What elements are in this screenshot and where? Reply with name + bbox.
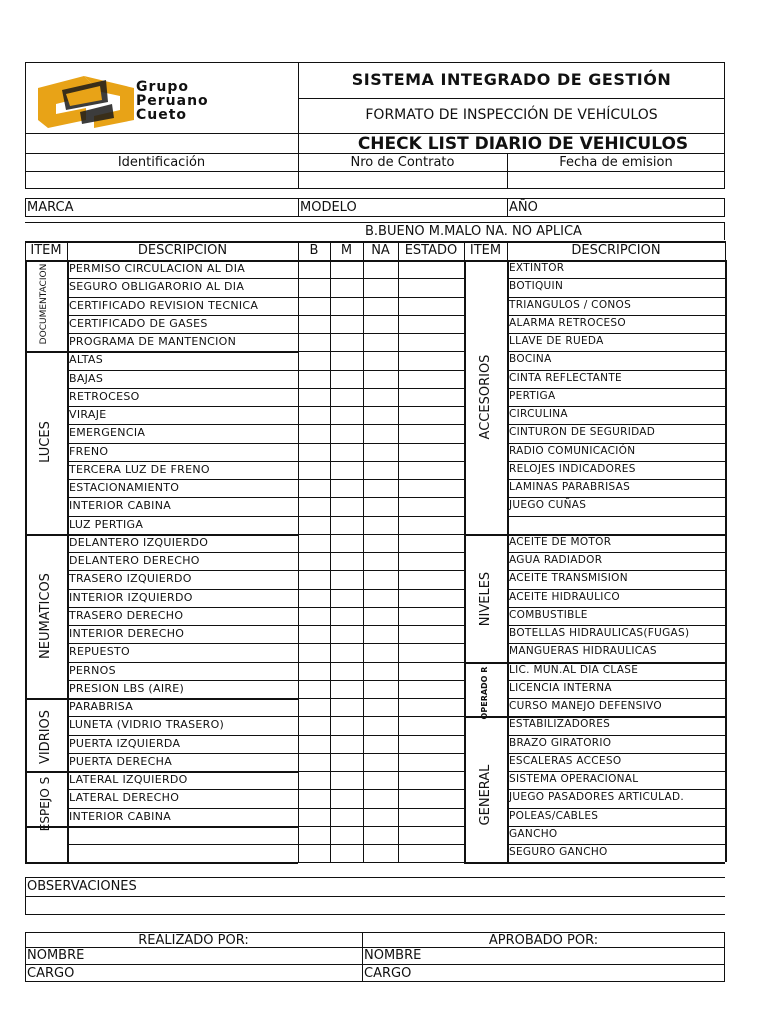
group-vidrios: VIDRIOS [38,709,53,765]
check-cell-m[interactable] [331,717,362,733]
checklist-item-right: JUEGO CUÑAS [509,499,587,512]
group-espejos: ESPEJO S [38,776,52,832]
checklist-item-left: DELANTERO DERECHO [69,554,200,567]
check-cell-m[interactable] [331,809,362,825]
checklist-item-right: LAMINAS PARABRISAS [509,481,631,493]
checklist-item-right: ACEITE TRANSMISION [509,572,628,585]
col-m: M [340,243,353,258]
system-title: SISTEMA INTEGRADO DE GESTIÓN [351,70,672,89]
col-item: ITEM [30,243,62,258]
checklist-item-left: PUERTA IZQUIERDA [69,736,181,750]
checklist-item-right: LICENCIA INTERNA [509,681,612,694]
checklist-item-right: BOCINA [509,353,552,366]
check-cell-b[interactable] [299,790,329,806]
check-cell-b[interactable] [299,480,329,496]
check-cell-b[interactable] [299,772,329,788]
checklist-item-left: ALTAS [69,353,104,367]
col-description: DESCRIPCION [137,243,228,258]
checklist-item-right: BOTELLAS HIDRAULICAS(FUGAS) [509,627,690,639]
check-cell-m[interactable] [331,845,362,861]
check-cell-b[interactable] [299,517,329,533]
check-cell-m[interactable] [331,626,362,642]
check-cell-b[interactable] [299,444,329,460]
check-cell-b[interactable] [299,626,329,642]
check-cell-estado[interactable] [399,444,463,460]
checklist-item-left: LATERAL IZQUIERDO [69,773,188,786]
check-cell-m[interactable] [331,663,362,679]
checklist-item-right: EXTINTOR [509,262,565,274]
check-cell-na[interactable] [364,444,397,460]
check-cell-b[interactable] [299,407,329,423]
checklist-item-left: LUNETA (VIDRIO TRASERO) [69,718,225,732]
check-cell-m[interactable] [331,590,362,606]
check-cell-m[interactable] [331,571,362,587]
checklist-item-right: CINTURON DE SEGURIDAD [509,426,656,439]
group-general: GENERAL [478,764,493,826]
contract-label: Nro de Contrato [350,155,455,170]
group-neumaticos: NEUMATICOS [38,573,53,659]
checklist-item-right: SEGURO GANCHO [509,846,608,858]
check-cell-m[interactable] [331,517,362,533]
check-cell-b[interactable] [299,425,329,441]
check-cell-na[interactable] [364,644,397,660]
check-cell-b[interactable] [299,699,329,715]
check-cell-na[interactable] [364,480,397,496]
check-cell-b[interactable] [299,535,329,551]
checklist-item-right: TRIANGULOS / CONOS [509,298,632,311]
check-cell-estado[interactable] [399,827,463,843]
check-cell-na[interactable] [364,663,397,679]
check-cell-na[interactable] [364,371,397,387]
check-cell-m[interactable] [331,790,362,806]
check-cell-m[interactable] [331,498,362,514]
checklist-item-right: JUEGO PASADORES ARTICULAD. [509,791,685,804]
approved-role-field[interactable]: CARGO [364,966,412,981]
check-cell-m[interactable] [331,553,362,569]
check-cell-na[interactable] [364,699,397,715]
checklist-item-left: LATERAL DERECHO [69,791,180,805]
checklist-item-left: ESTACIONAMIENTO [69,481,180,494]
check-cell-estado[interactable] [399,371,463,387]
check-cell-estado[interactable] [399,407,463,423]
checklist-item-left: DELANTERO IZQUIERDO [69,535,209,549]
check-cell-m[interactable] [331,407,362,423]
checklist-item-left: PRESION LBS (AIRE) [69,681,185,695]
done-by-label: REALIZADO POR: [138,933,249,948]
checklist-item-left: INTERIOR CABINA [69,809,172,823]
check-cell-estado[interactable] [399,644,463,660]
check-cell-b[interactable] [299,352,329,368]
check-cell-b[interactable] [299,371,329,387]
approved-by-label: APROBADO POR: [488,933,599,948]
check-cell-estado[interactable] [399,517,463,533]
check-cell-na[interactable] [364,754,397,770]
checklist-item-right: AGUA RADIADOR [509,554,603,566]
check-cell-na[interactable] [364,517,397,533]
done-role-field[interactable]: CARGO [27,966,75,981]
check-cell-b[interactable] [299,498,329,514]
checklist-item-left: REPUESTO [69,645,130,659]
check-cell-na[interactable] [364,352,397,368]
checklist-item-left: PARABRISA [69,700,134,713]
check-cell-estado[interactable] [399,736,463,752]
check-cell-na[interactable] [364,827,397,843]
check-cell-m[interactable] [331,279,362,295]
check-cell-estado[interactable] [399,608,463,624]
check-cell-estado[interactable] [399,809,463,825]
check-cell-estado[interactable] [399,352,463,368]
check-cell-estado[interactable] [399,553,463,569]
col-na: NA [371,243,390,258]
check-cell-estado[interactable] [399,590,463,606]
check-cell-m[interactable] [331,699,362,715]
check-cell-na[interactable] [364,772,397,788]
check-cell-b[interactable] [299,663,329,679]
check-cell-b[interactable] [299,608,329,624]
check-cell-m[interactable] [331,462,362,478]
check-cell-estado[interactable] [399,498,463,514]
check-cell-na[interactable] [364,717,397,733]
checklist-item-left: VIRAJE [69,408,107,421]
check-cell-m[interactable] [331,334,362,350]
checklist-item-left: TRASERO IZQUIERDO [69,572,192,586]
check-cell-na[interactable] [364,571,397,587]
logo-text-line3: Cueto [136,107,188,123]
check-cell-b[interactable] [299,809,329,825]
checklist-item-right: COMBUSTIBLE [509,608,588,621]
check-cell-m[interactable] [331,480,362,496]
checklist-item-left: INTERIOR CABINA [69,499,172,513]
observations-input[interactable] [26,897,724,913]
checklist-item-right: SISTEMA OPERACIONAL [509,773,639,785]
year-field[interactable]: AÑO [509,200,538,215]
check-cell-na[interactable] [364,736,397,752]
checklist-item-left: CERTIFICADO REVISION TECNICA [69,298,259,312]
checklist-item-left: SEGURO OBLIGARORIO AL DIA [69,280,245,294]
checklist-item-right: ACEITE DE MOTOR [509,535,612,548]
check-cell-estado[interactable] [399,535,463,551]
checklist-item-left: RETROCESO [69,389,140,403]
check-cell-m[interactable] [331,772,362,788]
checklist-item-right: ESTABILIZADORES [509,718,611,731]
checklist-item-left: EMERGENCIA [69,426,146,440]
check-cell-m[interactable] [331,608,362,624]
checklist-item-right: ALARMA RETROCESO [509,316,626,329]
checklist-item-right: BRAZO GIRATORIO [509,736,612,749]
group-luces: LUCES [38,421,53,463]
check-cell-b[interactable] [299,717,329,733]
check-cell-m[interactable] [331,535,362,551]
check-cell-estado[interactable] [399,261,463,277]
check-cell-na[interactable] [364,681,397,697]
check-cell-na[interactable] [364,279,397,295]
check-cell-m[interactable] [331,754,362,770]
check-cell-b[interactable] [299,389,329,405]
group-accesorios: ACCESORIOS [478,354,493,440]
checklist-item-right: LLAVE DE RUEDA [509,335,604,347]
check-cell-m[interactable] [331,371,362,387]
check-cell-na[interactable] [364,462,397,478]
checklist-item-right: PERTIGA [509,389,556,402]
check-cell-b[interactable] [299,590,329,606]
logo-text-line1: Grupo [136,79,190,95]
check-cell-m[interactable] [331,827,362,843]
check-cell-m[interactable] [331,316,362,332]
check-cell-b[interactable] [299,681,329,697]
col-description-right: DESCRIPCION [571,243,661,258]
check-cell-na[interactable] [364,498,397,514]
checklist-item-left: PROGRAMA DE MANTENCION [69,335,237,348]
group-operador: OPERADO R [480,666,489,720]
check-cell-estado[interactable] [399,389,463,405]
check-cell-b[interactable] [299,316,329,332]
check-cell-b[interactable] [299,334,329,350]
check-cell-estado[interactable] [399,425,463,441]
check-cell-b[interactable] [299,279,329,295]
check-cell-na[interactable] [364,790,397,806]
check-cell-estado[interactable] [399,571,463,587]
checklist-item-right: CURSO MANEJO DEFENSIVO [509,700,662,712]
check-cell-m[interactable] [331,644,362,660]
checklist-item-left: INTERIOR IZQUIERDO [69,590,193,604]
check-cell-estado[interactable] [399,845,463,861]
check-cell-b[interactable] [299,754,329,770]
checklist-item-right: BOTIQUIN [509,280,564,293]
check-cell-na[interactable] [364,608,397,624]
check-cell-estado[interactable] [399,790,463,806]
checklist-item-left: LUZ PERTIGA [69,517,144,531]
check-cell-b[interactable] [299,553,329,569]
check-cell-estado[interactable] [399,480,463,496]
checklist-item-left: PERMISO CIRCULACION AL DIA [69,262,246,275]
checklist-item-right: ESCALERAS ACCESO [509,754,622,767]
brand-field[interactable]: MARCA [27,200,74,215]
check-cell-b[interactable] [299,644,329,660]
check-cell-b[interactable] [299,571,329,587]
check-cell-estado[interactable] [399,298,463,314]
logo-text-line2: Peruano [136,93,209,109]
check-cell-m[interactable] [331,681,362,697]
check-cell-estado[interactable] [399,316,463,332]
check-cell-b[interactable] [299,261,329,277]
check-cell-estado[interactable] [399,772,463,788]
check-cell-na[interactable] [364,590,397,606]
checklist-item-left: TERCERA LUZ DE FRENO [69,462,210,476]
check-cell-na[interactable] [364,845,397,861]
check-cell-b[interactable] [299,462,329,478]
legend-text: B.BUENO M.MALO NA. NO APLICA [365,224,582,239]
checklist-item-left: PERNOS [69,663,116,677]
check-cell-na[interactable] [364,425,397,441]
col-item-right: ITEM [469,243,502,258]
check-cell-estado[interactable] [399,334,463,350]
check-cell-b[interactable] [299,845,329,861]
check-cell-estado[interactable] [399,663,463,679]
checklist-item-left: FRENO [69,444,109,458]
check-cell-estado[interactable] [399,279,463,295]
check-cell-estado[interactable] [399,626,463,642]
check-cell-m[interactable] [331,352,362,368]
col-estado: ESTADO [404,243,458,258]
checklist-item-left: PUERTA DERECHA [69,754,173,768]
checklist-item-left: CERTIFICADO DE GASES [69,316,208,330]
check-cell-na[interactable] [364,334,397,350]
check-cell-na[interactable] [364,298,397,314]
checklist-item-right: MANGUERAS HIDRAULICAS [509,645,657,658]
check-cell-b[interactable] [299,298,329,314]
check-cell-na[interactable] [364,407,397,423]
check-cell-na[interactable] [364,626,397,642]
checklist-title: CHECK LIST DIARIO DE VEHICULOS [357,134,689,154]
format-title: FORMATO DE INSPECCIÓN DE VEHÍCULOS [365,107,658,123]
checklist-item-right: CINTA REFLECTANTE [509,371,622,384]
check-cell-na[interactable] [364,553,397,569]
checklist-item-left: TRASERO DERECHO [69,608,184,622]
checklist-item-right: ACEITE HIDRAULICO [509,590,620,603]
issue-date-label: Fecha de emision [559,155,673,170]
approved-name-field[interactable]: NOMBRE [364,948,422,963]
col-b: B [309,243,319,258]
checklist-item-right: GANCHO [509,827,558,840]
checklist-item-right: LIC. MUN.AL DIA CLASE [509,663,639,676]
check-cell-m[interactable] [331,444,362,460]
check-cell-na[interactable] [364,316,397,332]
check-cell-m[interactable] [331,261,362,277]
checklist-item-right: CIRCULINA [509,408,568,420]
checklist-item-left: BAJAS [69,371,104,385]
check-cell-estado[interactable] [399,462,463,478]
check-cell-m[interactable] [331,425,362,441]
check-cell-m[interactable] [331,389,362,405]
group-documentacion: DOCUMENTACION [39,263,49,345]
check-cell-m[interactable] [331,736,362,752]
check-cell-estado[interactable] [399,699,463,715]
done-name-field[interactable]: NOMBRE [27,948,85,963]
check-cell-b[interactable] [299,827,329,843]
check-cell-na[interactable] [364,535,397,551]
check-cell-estado[interactable] [399,717,463,733]
check-cell-b[interactable] [299,736,329,752]
check-cell-na[interactable] [364,809,397,825]
model-field[interactable]: MODELO [300,200,357,215]
check-cell-na[interactable] [364,389,397,405]
check-cell-na[interactable] [364,261,397,277]
checklist-item-right: RELOJES INDICADORES [509,462,636,475]
check-cell-m[interactable] [331,298,362,314]
check-cell-estado[interactable] [399,754,463,770]
checklist-item-right: RADIO COMUNICACIÓN [509,444,636,457]
observations-label: OBSERVACIONES [27,879,137,894]
checklist-item-left: INTERIOR DERECHO [69,627,185,640]
ident-label: Identificación [117,155,206,170]
check-cell-estado[interactable] [399,681,463,697]
group-niveles: NIVELES [478,571,493,627]
checklist-item-right: POLEAS/CABLES [509,809,599,822]
